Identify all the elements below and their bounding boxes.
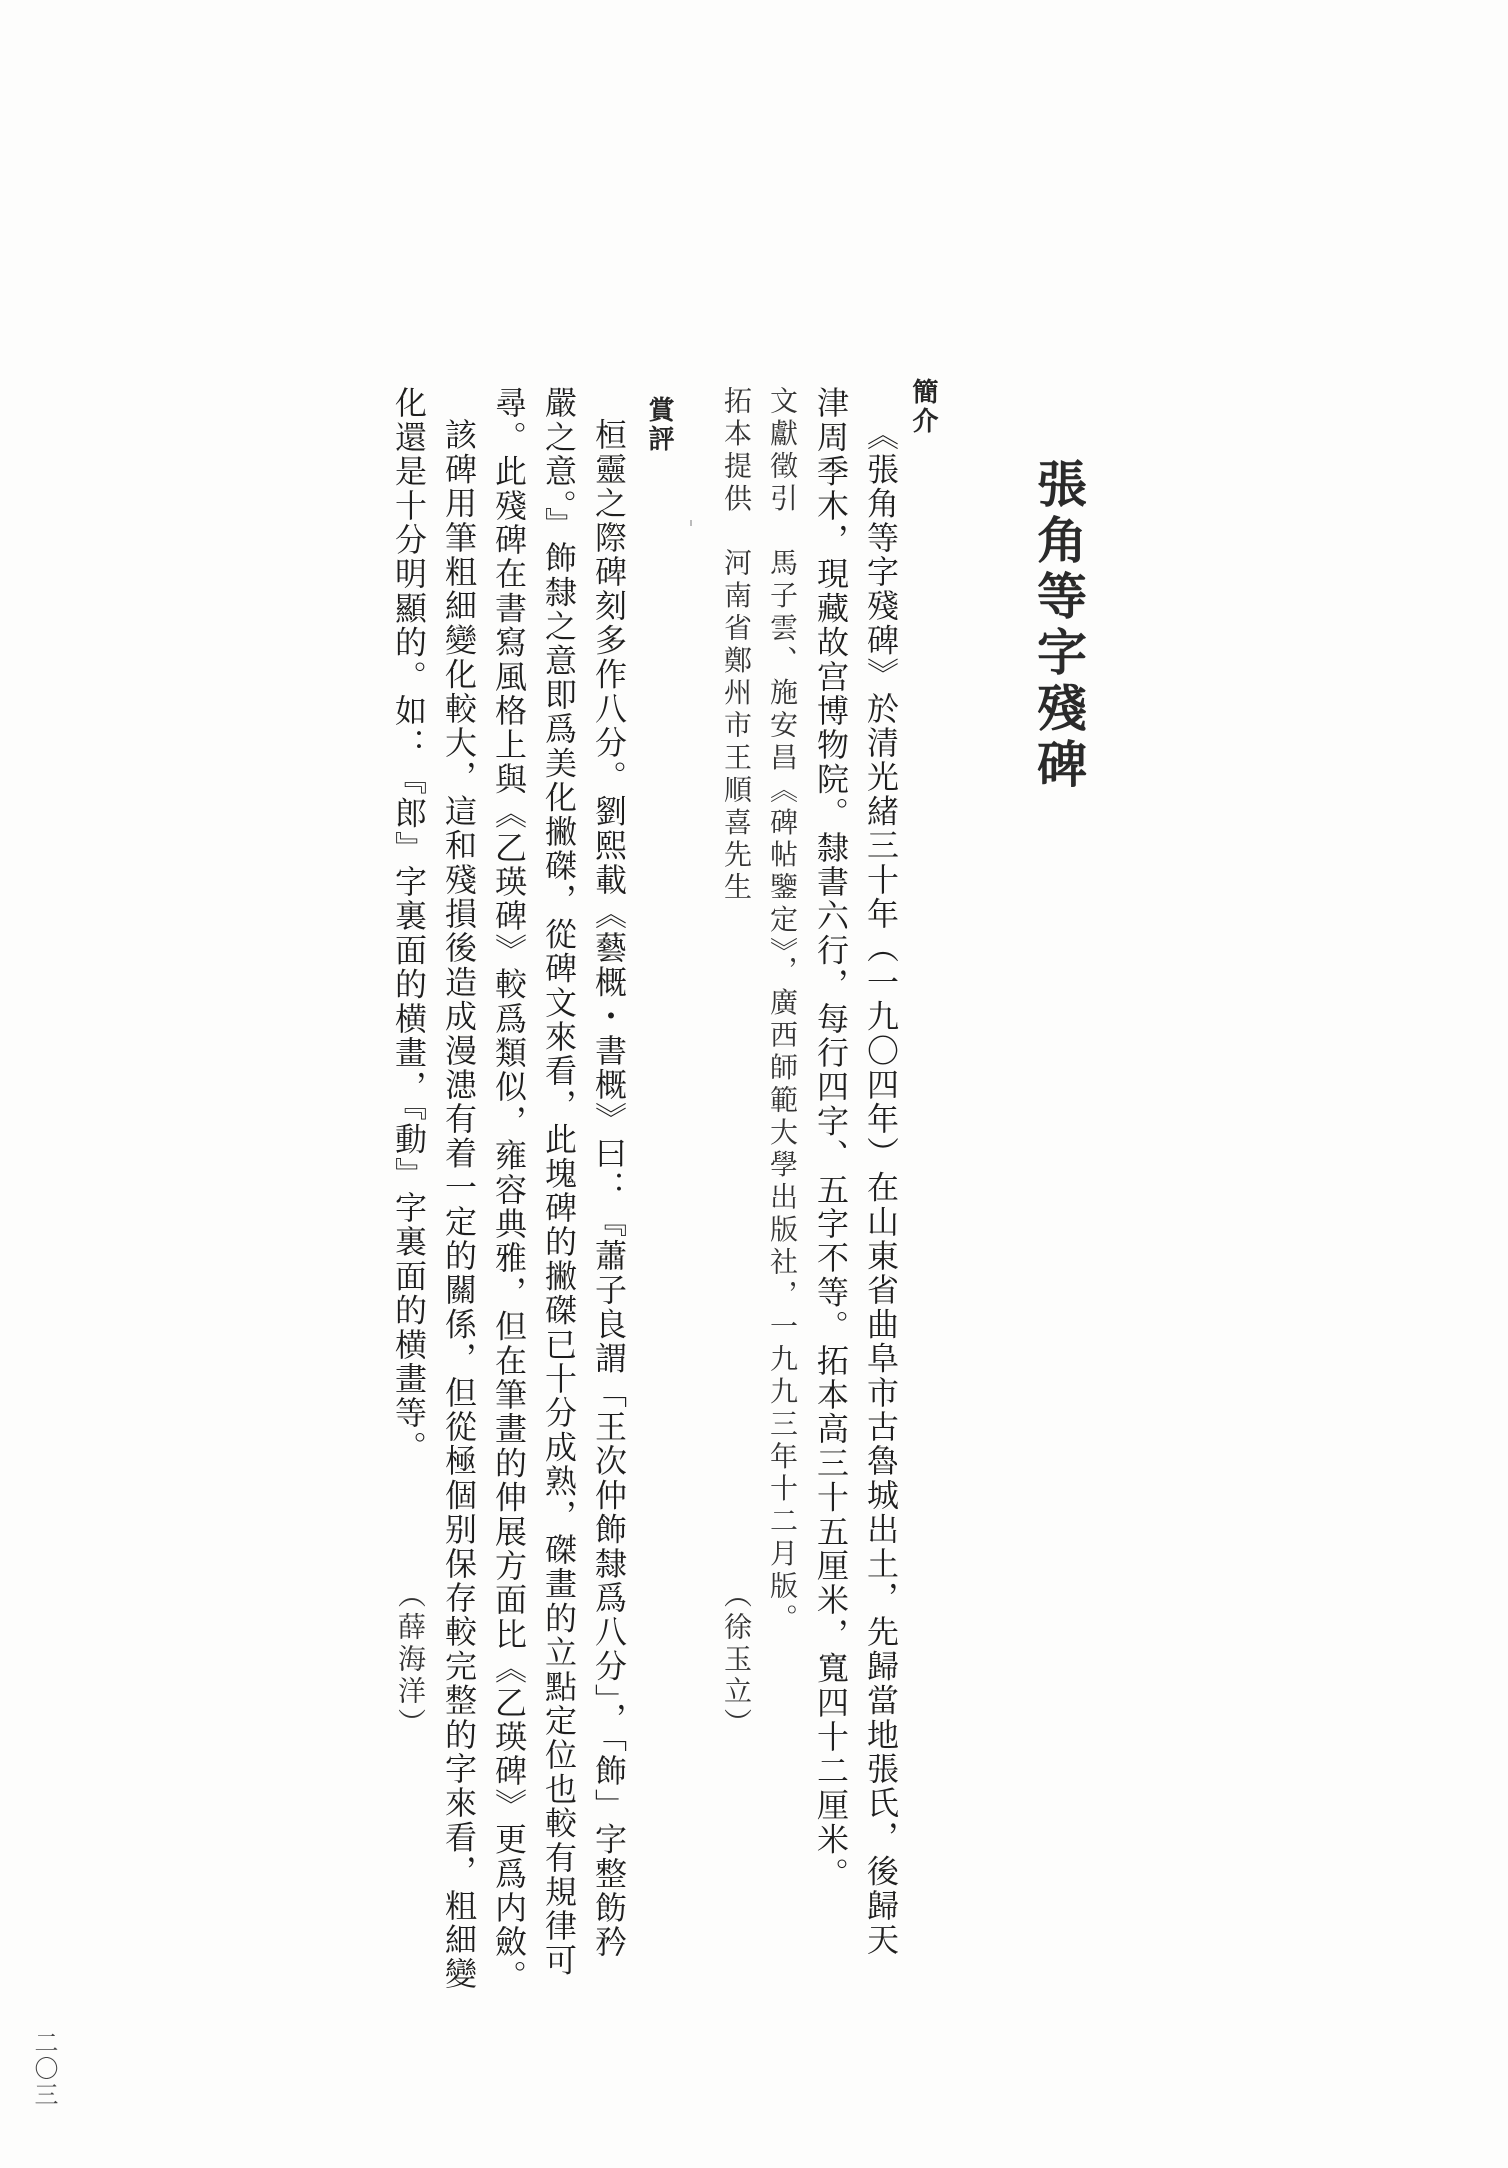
intro-author: （徐玉立）: [720, 1580, 753, 1740]
review-heading: 賞評: [644, 396, 674, 454]
review-line-4: 該碑用筆粗細變化較大，這和殘損後造成漫漶有着一定的關係，但從極個别保存較完整的字來看，粗細變: [440, 418, 478, 1992]
intro-line-1: 《張角等字殘碑》於清光緒三十年（一九〇四年）在山東省曲阜市古魯城出土，先歸當地張氏，後歸天: [862, 418, 900, 1957]
intro-citation: 文獻徵引 馬子雲、施安昌《碑帖鑒定》，廣西師範大學出版社，一九九三年十二月版。: [766, 386, 799, 1636]
page-number: 二〇三: [30, 2030, 58, 2108]
review-line-3: 尋。此殘碑在書寫風格上與《乙瑛碑》較爲類似，雍容典雅，但在筆畫的伸展方面比《乙瑛碑》更爲内斂。: [490, 386, 528, 1994]
decorative-mark: [690, 520, 692, 526]
review-author: （薛海洋）: [394, 1580, 427, 1740]
intro-line-2: 津周季木，現藏故宫博物院。隸書六行，每行四字、五字不等。拓本高三十五厘米，寬四十二厘米。: [812, 386, 850, 1891]
review-line-2: 嚴之意。』飾隸之意即爲美化撇磔，從碑文來看，此塊碑的撇磔已十分成熟，磔畫的立點定位也較有規律可: [540, 386, 578, 1978]
page-title: 張角等字殘碑: [1029, 458, 1088, 794]
intro-heading: 簡介: [908, 378, 938, 436]
review-line-1: 桓靈之際碑刻多作八分。劉熙載《藝概・書概》曰：『蕭子良謂「王次仲飾隸爲八分」，「飾」字整飭矜: [590, 418, 628, 1960]
review-line-5: 化還是十分明顯的。如：『郎』字裏面的横畫，『動』字裏面的横畫等。: [390, 386, 428, 1465]
intro-rubbing-credit: 拓本提供 河南省鄭州市王順喜先生: [720, 386, 753, 905]
